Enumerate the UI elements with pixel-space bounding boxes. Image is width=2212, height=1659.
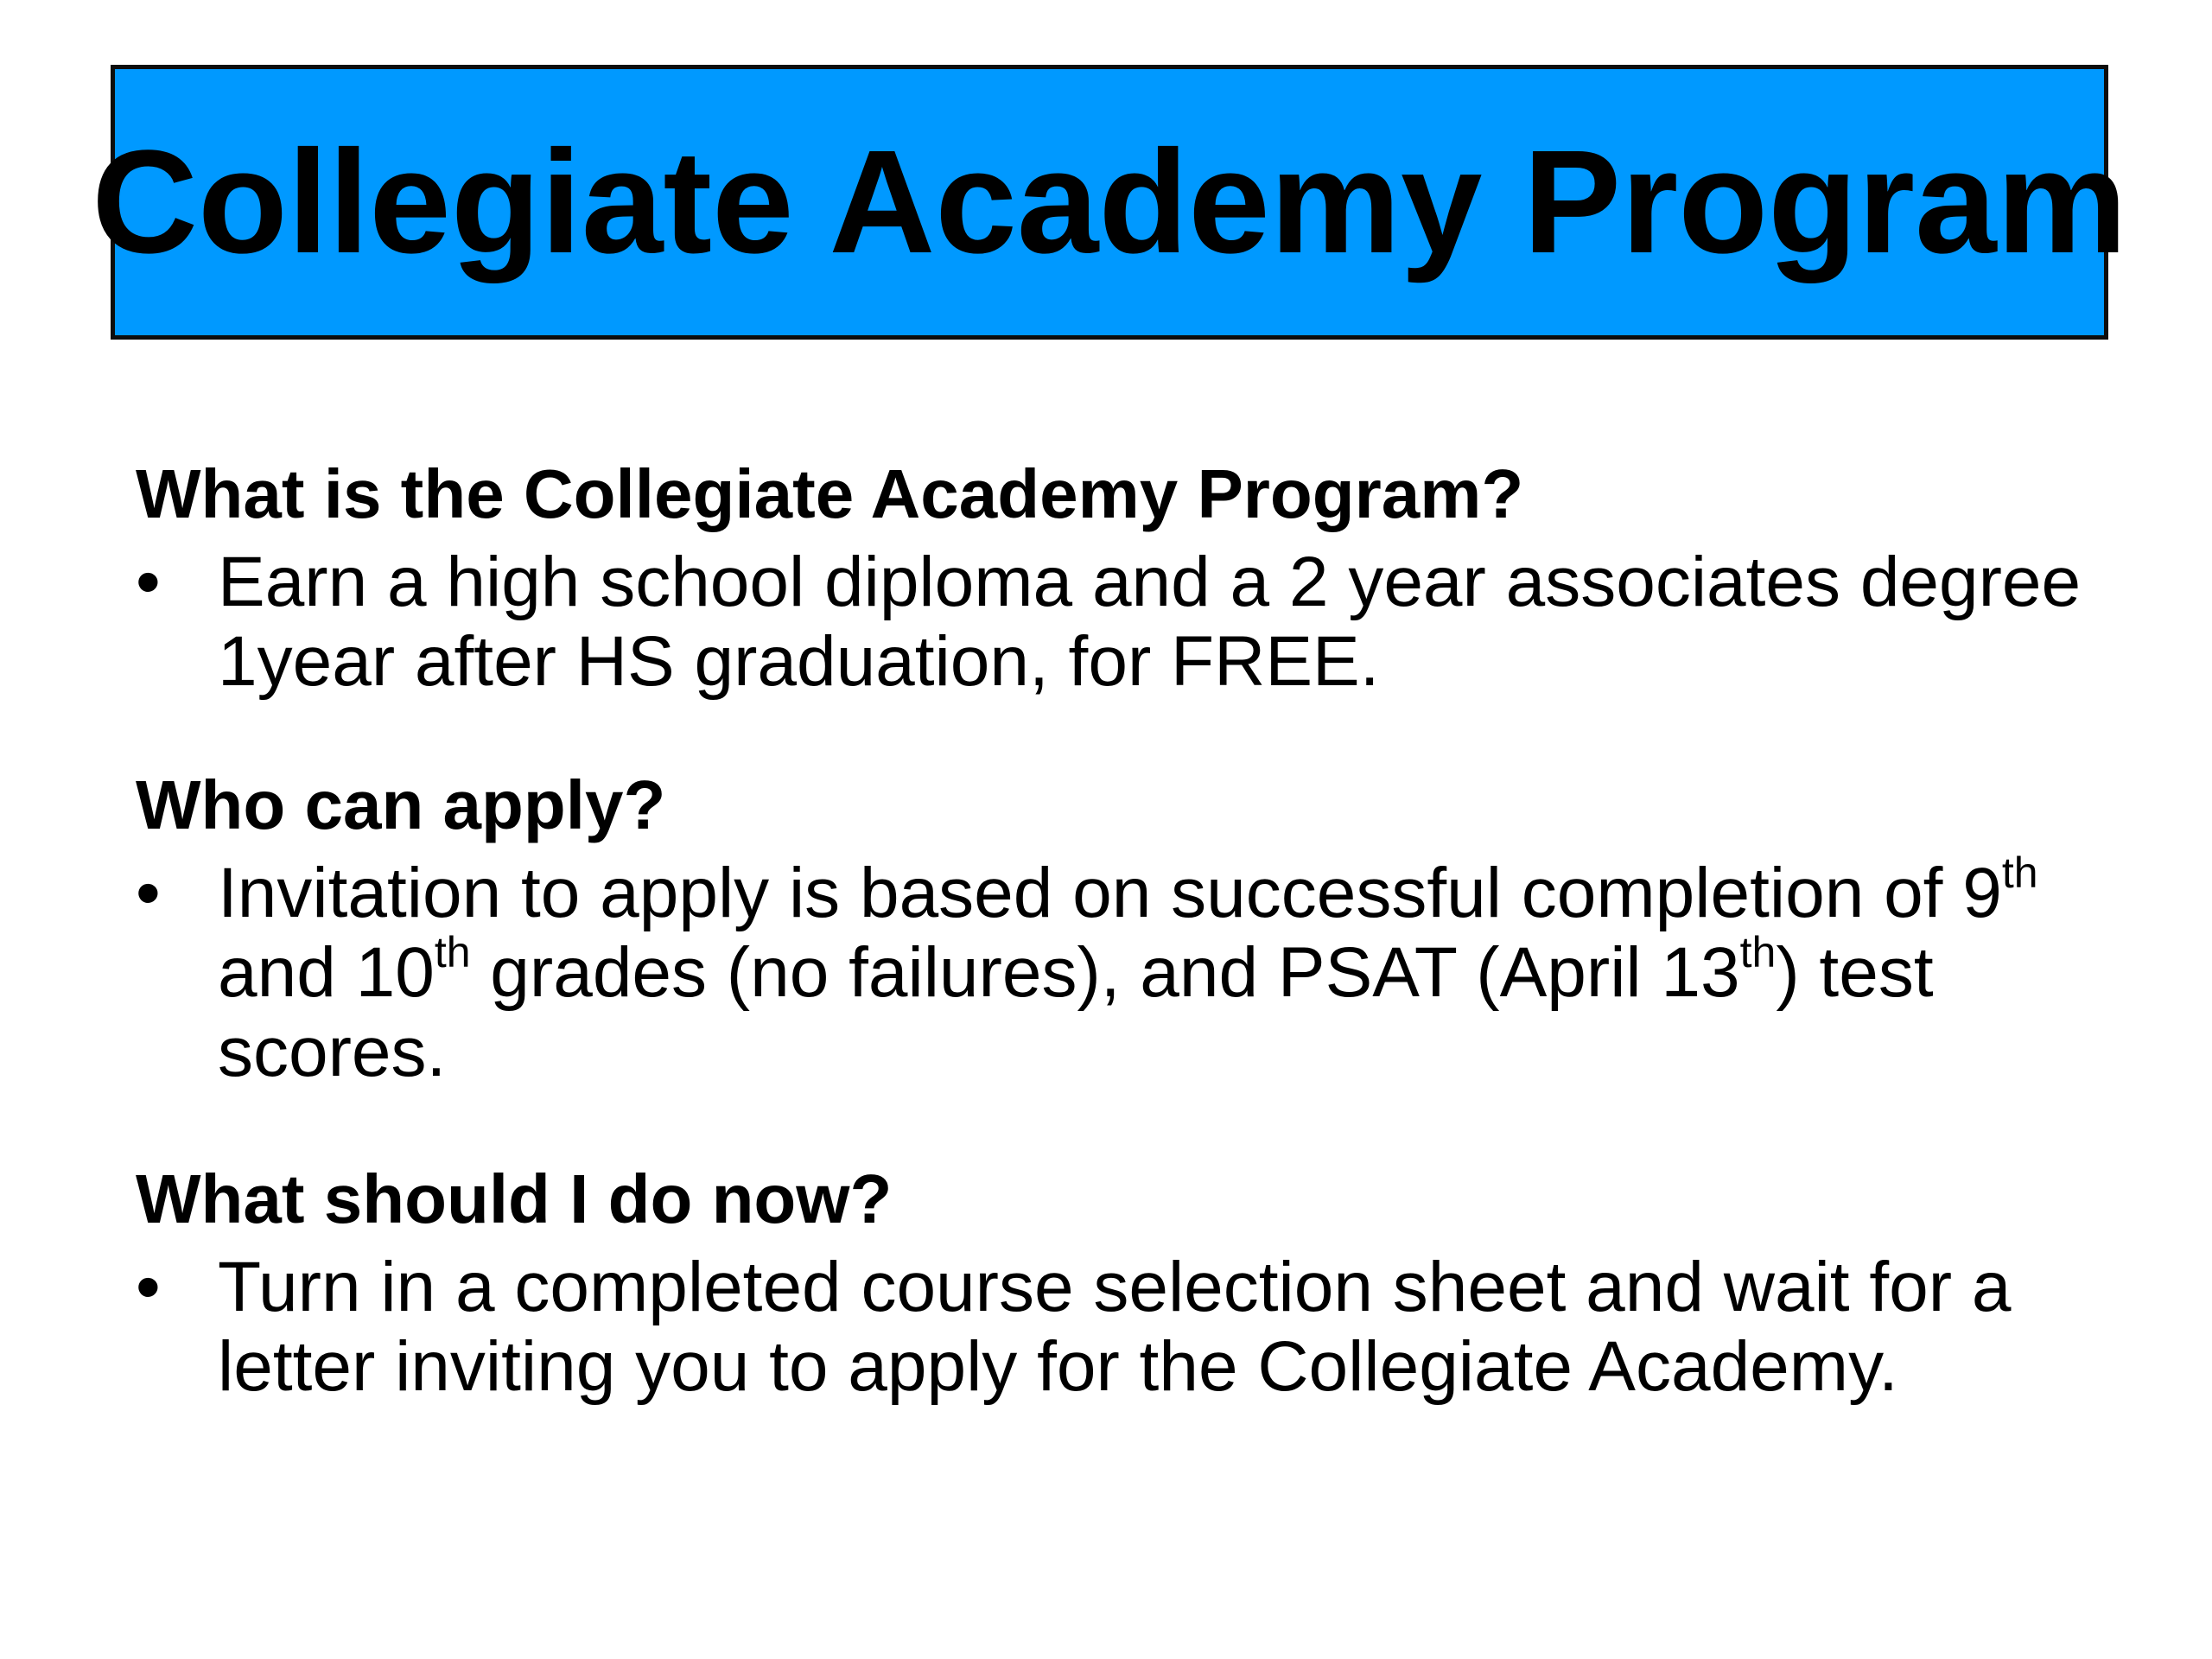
slide-content: [136, 449, 2088, 1407]
bullet-item: [136, 1248, 2088, 1407]
section-what-to-do: [136, 1154, 2088, 1407]
bullet-item: [136, 543, 2088, 702]
slide-title: Collegiate Academy Program: [92, 120, 2127, 284]
bullet-icon: •: [136, 854, 161, 932]
bullet-text: Invitation to apply is based on successful completion of 9th and 10th grades (no failures), and PSAT (April 13th) test scores.: [218, 848, 2038, 1091]
bullet-text: Turn in a completed course selection sheet and wait for a letter inviting you to apply for the Collegiate Academy.: [218, 1248, 2012, 1406]
section-heading: What is the Collegiate Academy Program?: [136, 455, 1524, 532]
superscript: th: [434, 927, 471, 976]
bullet-icon: •: [136, 543, 161, 621]
section-heading: Who can apply?: [136, 766, 666, 843]
bullet-text: Earn a high school diploma and a 2 year associates degree 1year after HS graduation, for FREE.: [218, 543, 2082, 701]
section-what-is: [136, 449, 2088, 702]
title-banner: [92, 65, 2127, 340]
section-who-can-apply: [136, 760, 2088, 1092]
superscript: th: [1739, 927, 1777, 976]
section-heading: What should I do now?: [136, 1160, 893, 1237]
bullet-icon: •: [136, 1248, 161, 1326]
bullet-item: [136, 848, 2088, 1092]
superscript: th: [2001, 848, 2038, 897]
